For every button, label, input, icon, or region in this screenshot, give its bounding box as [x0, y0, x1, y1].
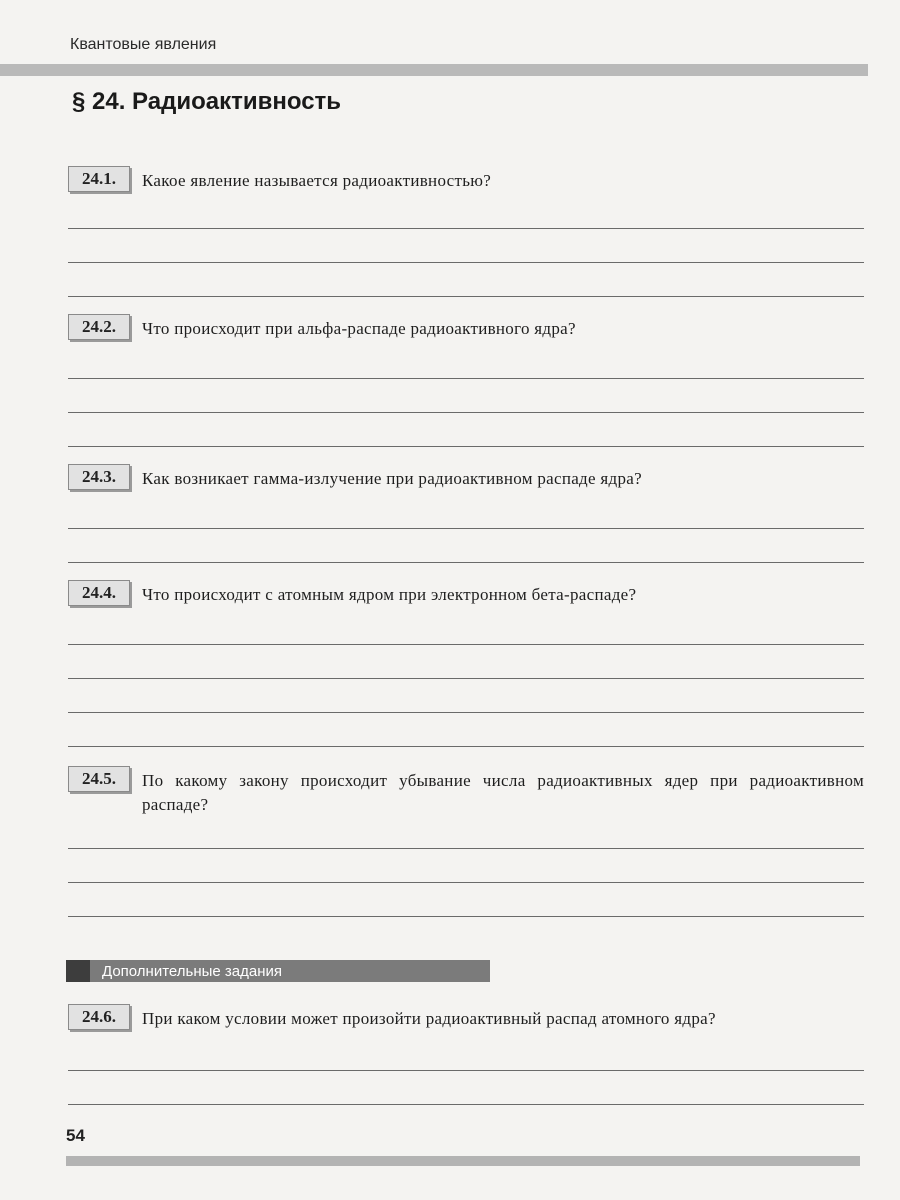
- section-title: § 24. Радиоактивность: [72, 88, 342, 115]
- task-question: По какому закону происходит убывание числа радиоактивных ядер при радиоактивном распаде?: [142, 771, 864, 814]
- task-number: 24.5.: [68, 766, 130, 792]
- task-24-6: [68, 1004, 864, 1106]
- task-24-4: [68, 580, 864, 748]
- additional-tasks-label: Дополнительные задания: [102, 962, 283, 980]
- task-question: При каком условии может произойти радиоактивный распад атомного ядра?: [142, 1009, 716, 1028]
- task-number: 24.2.: [68, 314, 130, 340]
- answer-line[interactable]: [68, 528, 864, 529]
- subheader-marker: [66, 960, 90, 982]
- answer-line[interactable]: [68, 916, 864, 917]
- task-question: Как возникает гамма-излучение при радиоактивном распаде ядра?: [142, 469, 642, 488]
- task-24-5: [68, 766, 864, 918]
- task-24-1: [68, 166, 864, 298]
- answer-line[interactable]: [68, 378, 864, 379]
- answer-line[interactable]: [68, 678, 864, 679]
- page-number: 54: [66, 1126, 85, 1145]
- task-number: 24.3.: [68, 464, 130, 490]
- task-number: 24.6.: [68, 1004, 130, 1030]
- task-24-3: [68, 464, 864, 564]
- answer-line[interactable]: [68, 644, 864, 645]
- answer-line[interactable]: [68, 746, 864, 747]
- answer-line[interactable]: [68, 848, 864, 849]
- task-number: 24.1.: [68, 166, 130, 192]
- answer-line[interactable]: [68, 296, 864, 297]
- header-rule: [0, 64, 868, 76]
- additional-tasks-header: [66, 960, 490, 982]
- answer-line[interactable]: [68, 1104, 864, 1105]
- answer-line[interactable]: [68, 262, 864, 263]
- footer-rule: [66, 1156, 860, 1166]
- task-number: 24.4.: [68, 580, 130, 606]
- task-24-2: [68, 314, 864, 448]
- task-question: Какое явление называется радиоактивностью?: [142, 171, 492, 190]
- answer-line[interactable]: [68, 882, 864, 883]
- running-header: Квантовые явления: [70, 36, 217, 53]
- task-question: Что происходит с атомным ядром при электронном бета-распаде?: [142, 585, 637, 604]
- answer-line[interactable]: [68, 712, 864, 713]
- answer-line[interactable]: [68, 228, 864, 229]
- answer-line[interactable]: [68, 1070, 864, 1071]
- task-question: Что происходит при альфа-распаде радиоактивного ядра?: [142, 319, 576, 338]
- answer-line[interactable]: [68, 412, 864, 413]
- answer-line[interactable]: [68, 446, 864, 447]
- answer-line[interactable]: [68, 562, 864, 563]
